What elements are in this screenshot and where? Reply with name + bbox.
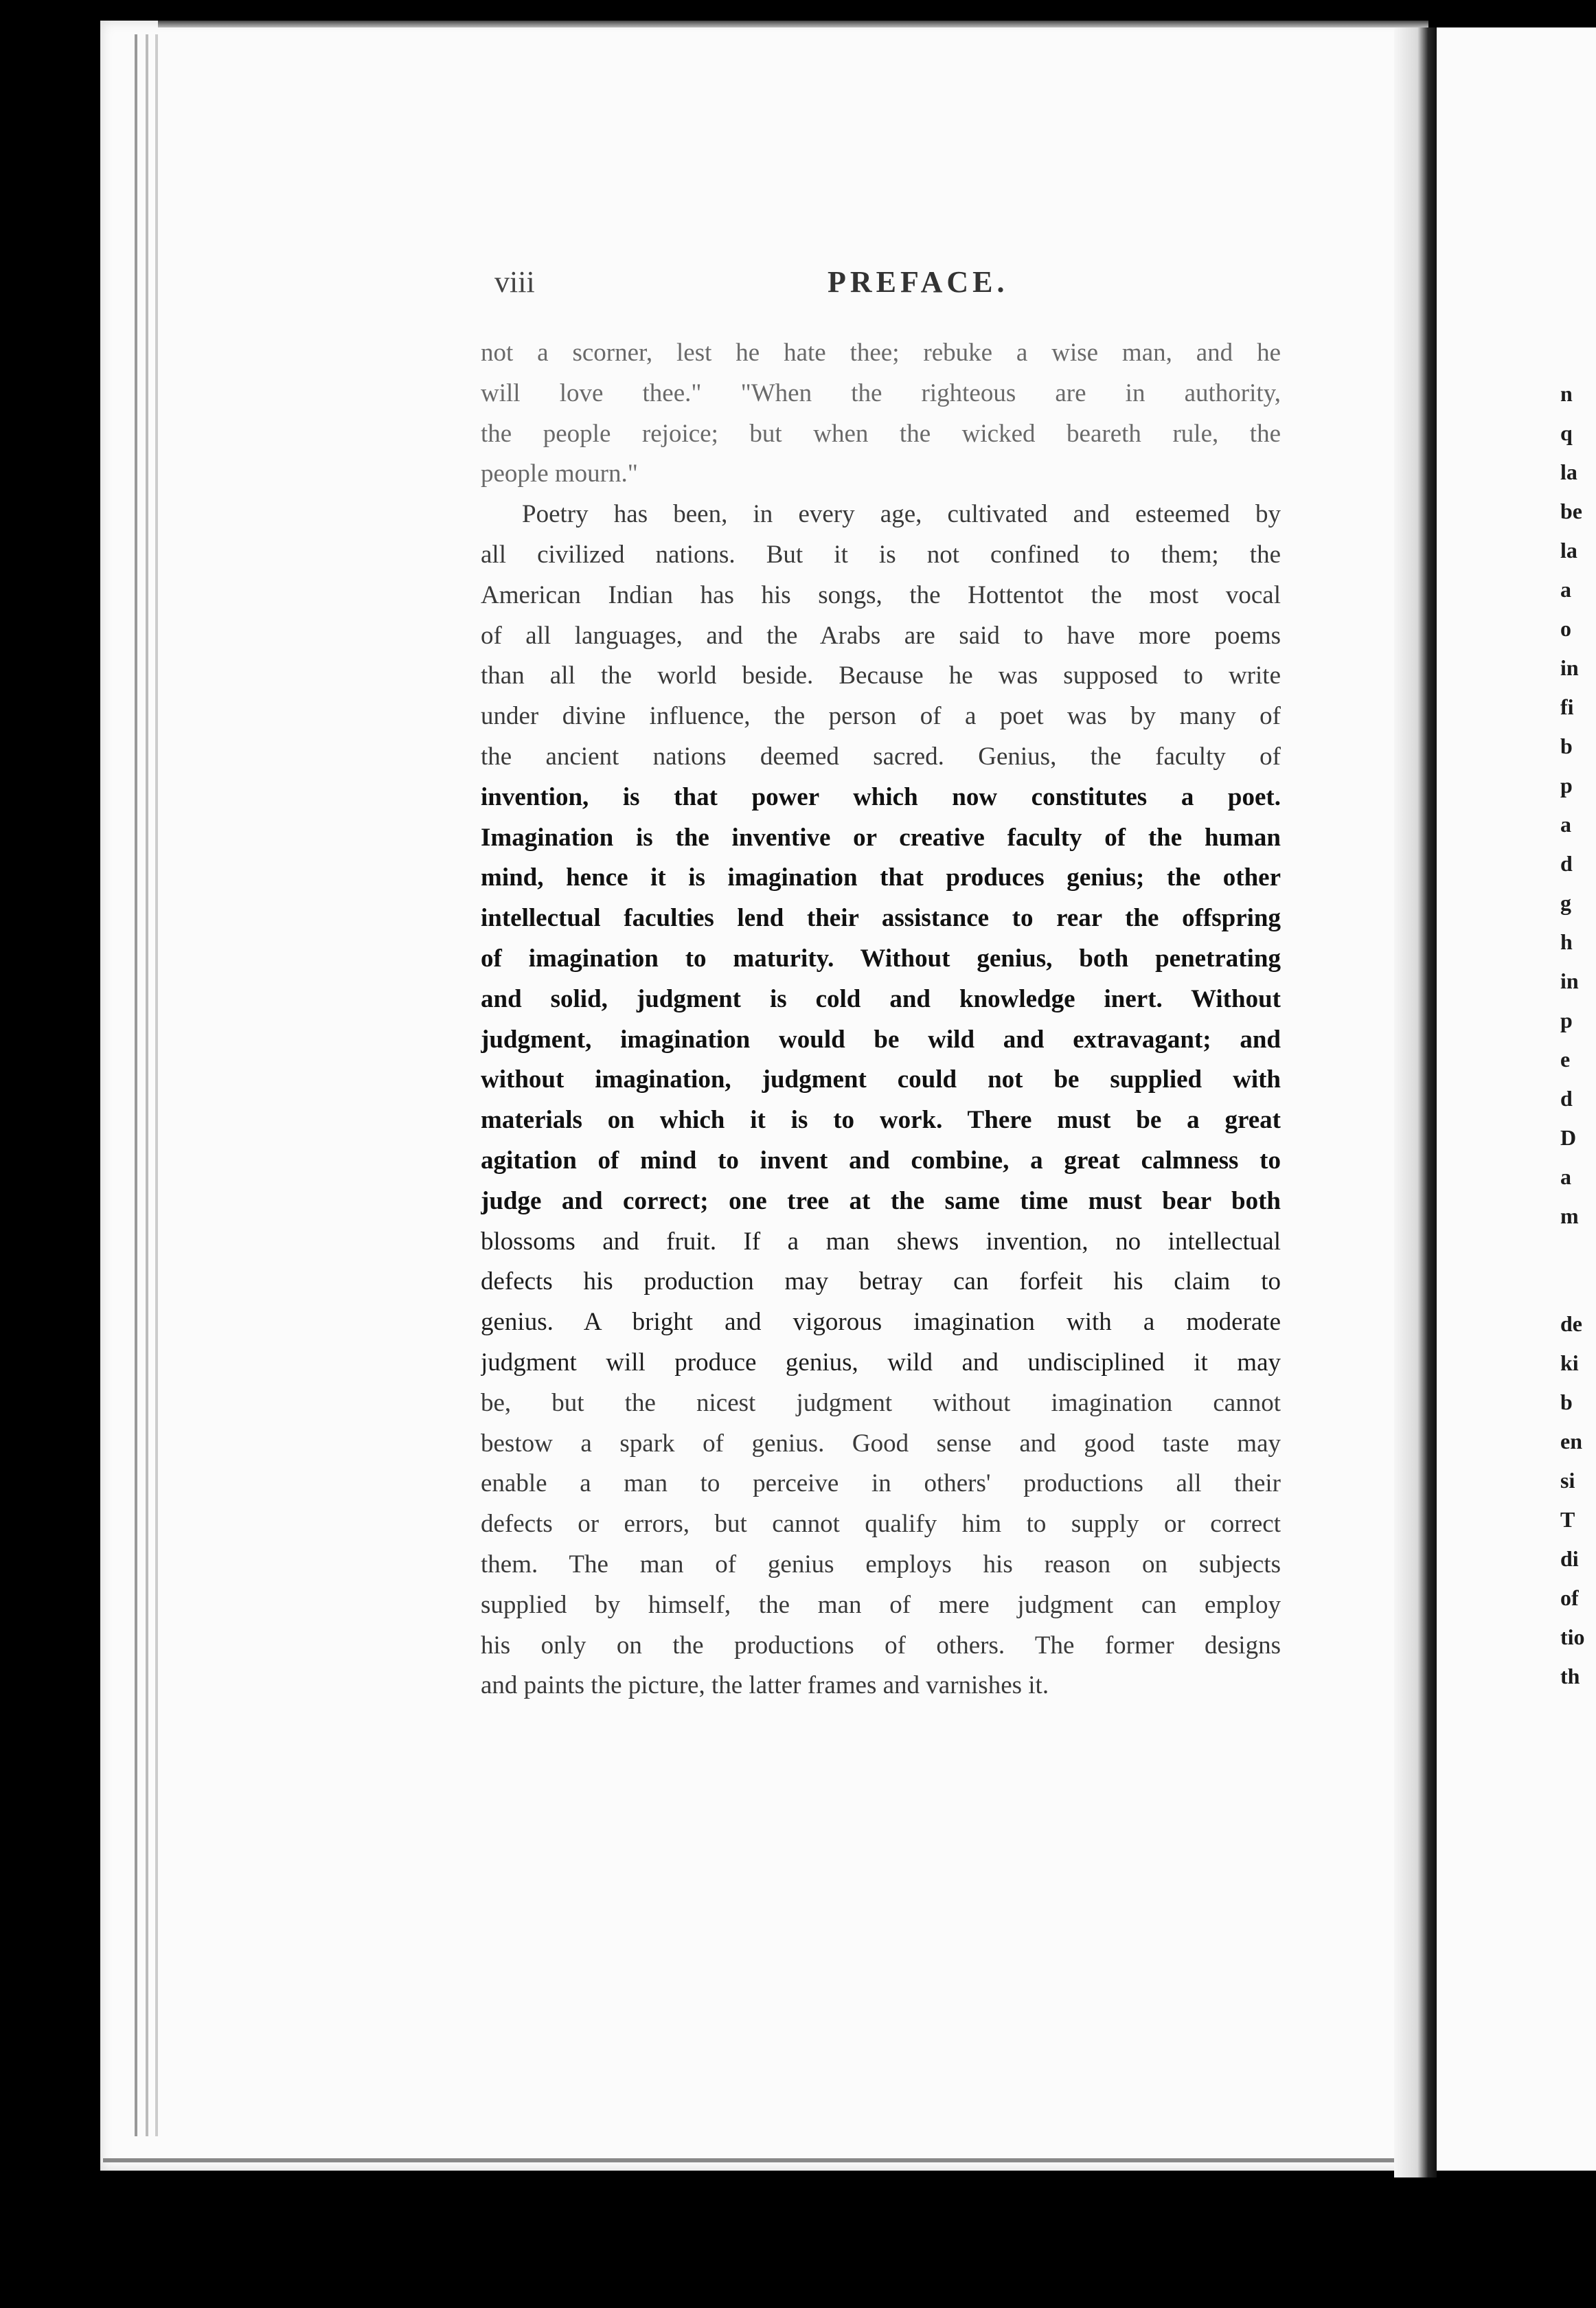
fragment-line: a	[1560, 577, 1571, 602]
fragment-line: d	[1560, 851, 1573, 876]
text-line: invention, is that power which now constitutes a poet.	[481, 782, 1281, 811]
fragment-line: th	[1560, 1664, 1580, 1688]
text-line: not a scorner, lest he hate thee; rebuke a wise man, and he	[481, 339, 1281, 367]
fragment-line: si	[1560, 1468, 1575, 1493]
text-line: and solid, judgment is cold and knowledge inert. Without	[481, 984, 1281, 1013]
fragment-line: m	[1560, 1203, 1579, 1228]
text-line: will love thee." "When the righteous are in authority,	[481, 378, 1281, 407]
text-line: agitation of mind to invent and combine, a great calmness to	[481, 1146, 1281, 1175]
running-head: PREFACE.	[828, 265, 1009, 299]
text-line: than all the world beside. Because he was supposed to write	[481, 661, 1281, 690]
text-line: materials on which it is to work. There must be a great	[481, 1106, 1281, 1135]
fragment-line: la	[1560, 538, 1577, 563]
facing-page-fragments	[1560, 374, 1596, 1696]
paragraph-gap	[1560, 1236, 1596, 1304]
fragment-line: in	[1560, 655, 1579, 680]
text-line: American Indian has his songs, the Hottentot the most vocal	[481, 580, 1281, 609]
fragment-line: T	[1560, 1507, 1575, 1532]
page-stack-edge	[146, 34, 148, 2136]
text-line: defects his production may betray can forfeit his claim to	[481, 1267, 1281, 1296]
fragment-line: D	[1560, 1125, 1577, 1150]
fragment-line: en	[1560, 1429, 1582, 1453]
page-stack-edge	[155, 34, 158, 2136]
page-text	[481, 264, 1281, 1706]
fragment-line: d	[1560, 1086, 1573, 1111]
text-line: intellectual faculties lend their assistance to rear the offspring	[481, 904, 1281, 933]
page-stack-edge	[135, 34, 137, 2136]
page-number: viii	[494, 265, 535, 299]
text-line: them. The man of genius employs his reason on subjects	[481, 1550, 1281, 1579]
fragment-line: n	[1560, 381, 1573, 406]
text-line: judgment will produce genius, wild and undisciplined it may	[481, 1348, 1281, 1377]
fragment-line: de	[1560, 1311, 1582, 1336]
fragment-line: la	[1560, 460, 1577, 484]
page-header	[481, 264, 1281, 306]
text-line: enable a man to perceive in others' productions all their	[481, 1469, 1281, 1498]
book-gutter	[1394, 27, 1437, 2177]
text-line: defects or errors, but cannot qualify him to supply or correct	[481, 1510, 1281, 1539]
text-line: judgment, imagination would be wild and extravagant; and	[481, 1025, 1281, 1054]
fragment-line: e	[1560, 1047, 1571, 1072]
fragment-line: o	[1560, 616, 1571, 641]
fragment-line: in	[1560, 969, 1579, 993]
text-line: without imagination, judgment could not be supplied with	[481, 1065, 1281, 1094]
fragment-line: tio	[1560, 1625, 1585, 1649]
text-line: Poetry has been, in every age, cultivated and esteemed by	[522, 500, 1281, 529]
body-text	[481, 333, 1281, 1706]
fragment-line: p	[1560, 1008, 1573, 1032]
fragment-line: a	[1560, 812, 1571, 837]
fragment-line: be	[1560, 499, 1582, 523]
text-line: Imagination is the inventive or creative faculty of the human	[481, 823, 1281, 852]
text-line: mind, hence it is imagination that produces genius; the other	[481, 863, 1281, 892]
text-line: supplied by himself, the man of mere judgment can employ	[481, 1590, 1281, 1619]
page-top-edge	[158, 21, 1428, 27]
fragment-line: q	[1560, 420, 1573, 445]
text-line: judge and correct; one tree at the same time must bear both	[481, 1186, 1281, 1215]
text-line: of imagination to maturity. Without genius, both penetrating	[481, 944, 1281, 973]
text-line: his only on the productions of others. The former designs	[481, 1631, 1281, 1660]
text-line: genius. A bright and vigorous imagination with a moderate	[481, 1308, 1281, 1337]
text-line: be, but the nicest judgment without imagination cannot	[481, 1388, 1281, 1417]
fragment-line: a	[1560, 1164, 1571, 1189]
fragment-line: di	[1560, 1546, 1579, 1571]
text-line: blossoms and fruit. If a man shews invention, no intellectual	[481, 1227, 1281, 1256]
text-line: all civilized nations. But it is not confined to them; the	[481, 540, 1281, 569]
text-line: and paints the picture, the latter frames and varnishes it.	[481, 1671, 1049, 1700]
page-bottom-edge	[103, 2158, 1428, 2162]
text-line: people mourn."	[481, 460, 638, 488]
fragment-line: p	[1560, 773, 1573, 797]
fragment-line: fi	[1560, 694, 1574, 719]
text-line: under divine influence, the person of a poet was by many of	[481, 702, 1281, 731]
text-line: of all languages, and the Arabs are said to have more poems	[481, 621, 1281, 650]
fragment-line: g	[1560, 890, 1571, 915]
text-line: the ancient nations deemed sacred. Genius, the faculty of	[481, 742, 1281, 771]
text-line: bestow a spark of genius. Good sense and good taste may	[481, 1429, 1281, 1458]
fragment-line: b	[1560, 1390, 1573, 1414]
text-line: the people rejoice; but when the wicked beareth rule, the	[481, 419, 1281, 448]
fragment-line: of	[1560, 1585, 1579, 1610]
fragment-line: ki	[1560, 1350, 1579, 1375]
fragment-line: h	[1560, 929, 1573, 954]
fragment-line: b	[1560, 734, 1573, 758]
